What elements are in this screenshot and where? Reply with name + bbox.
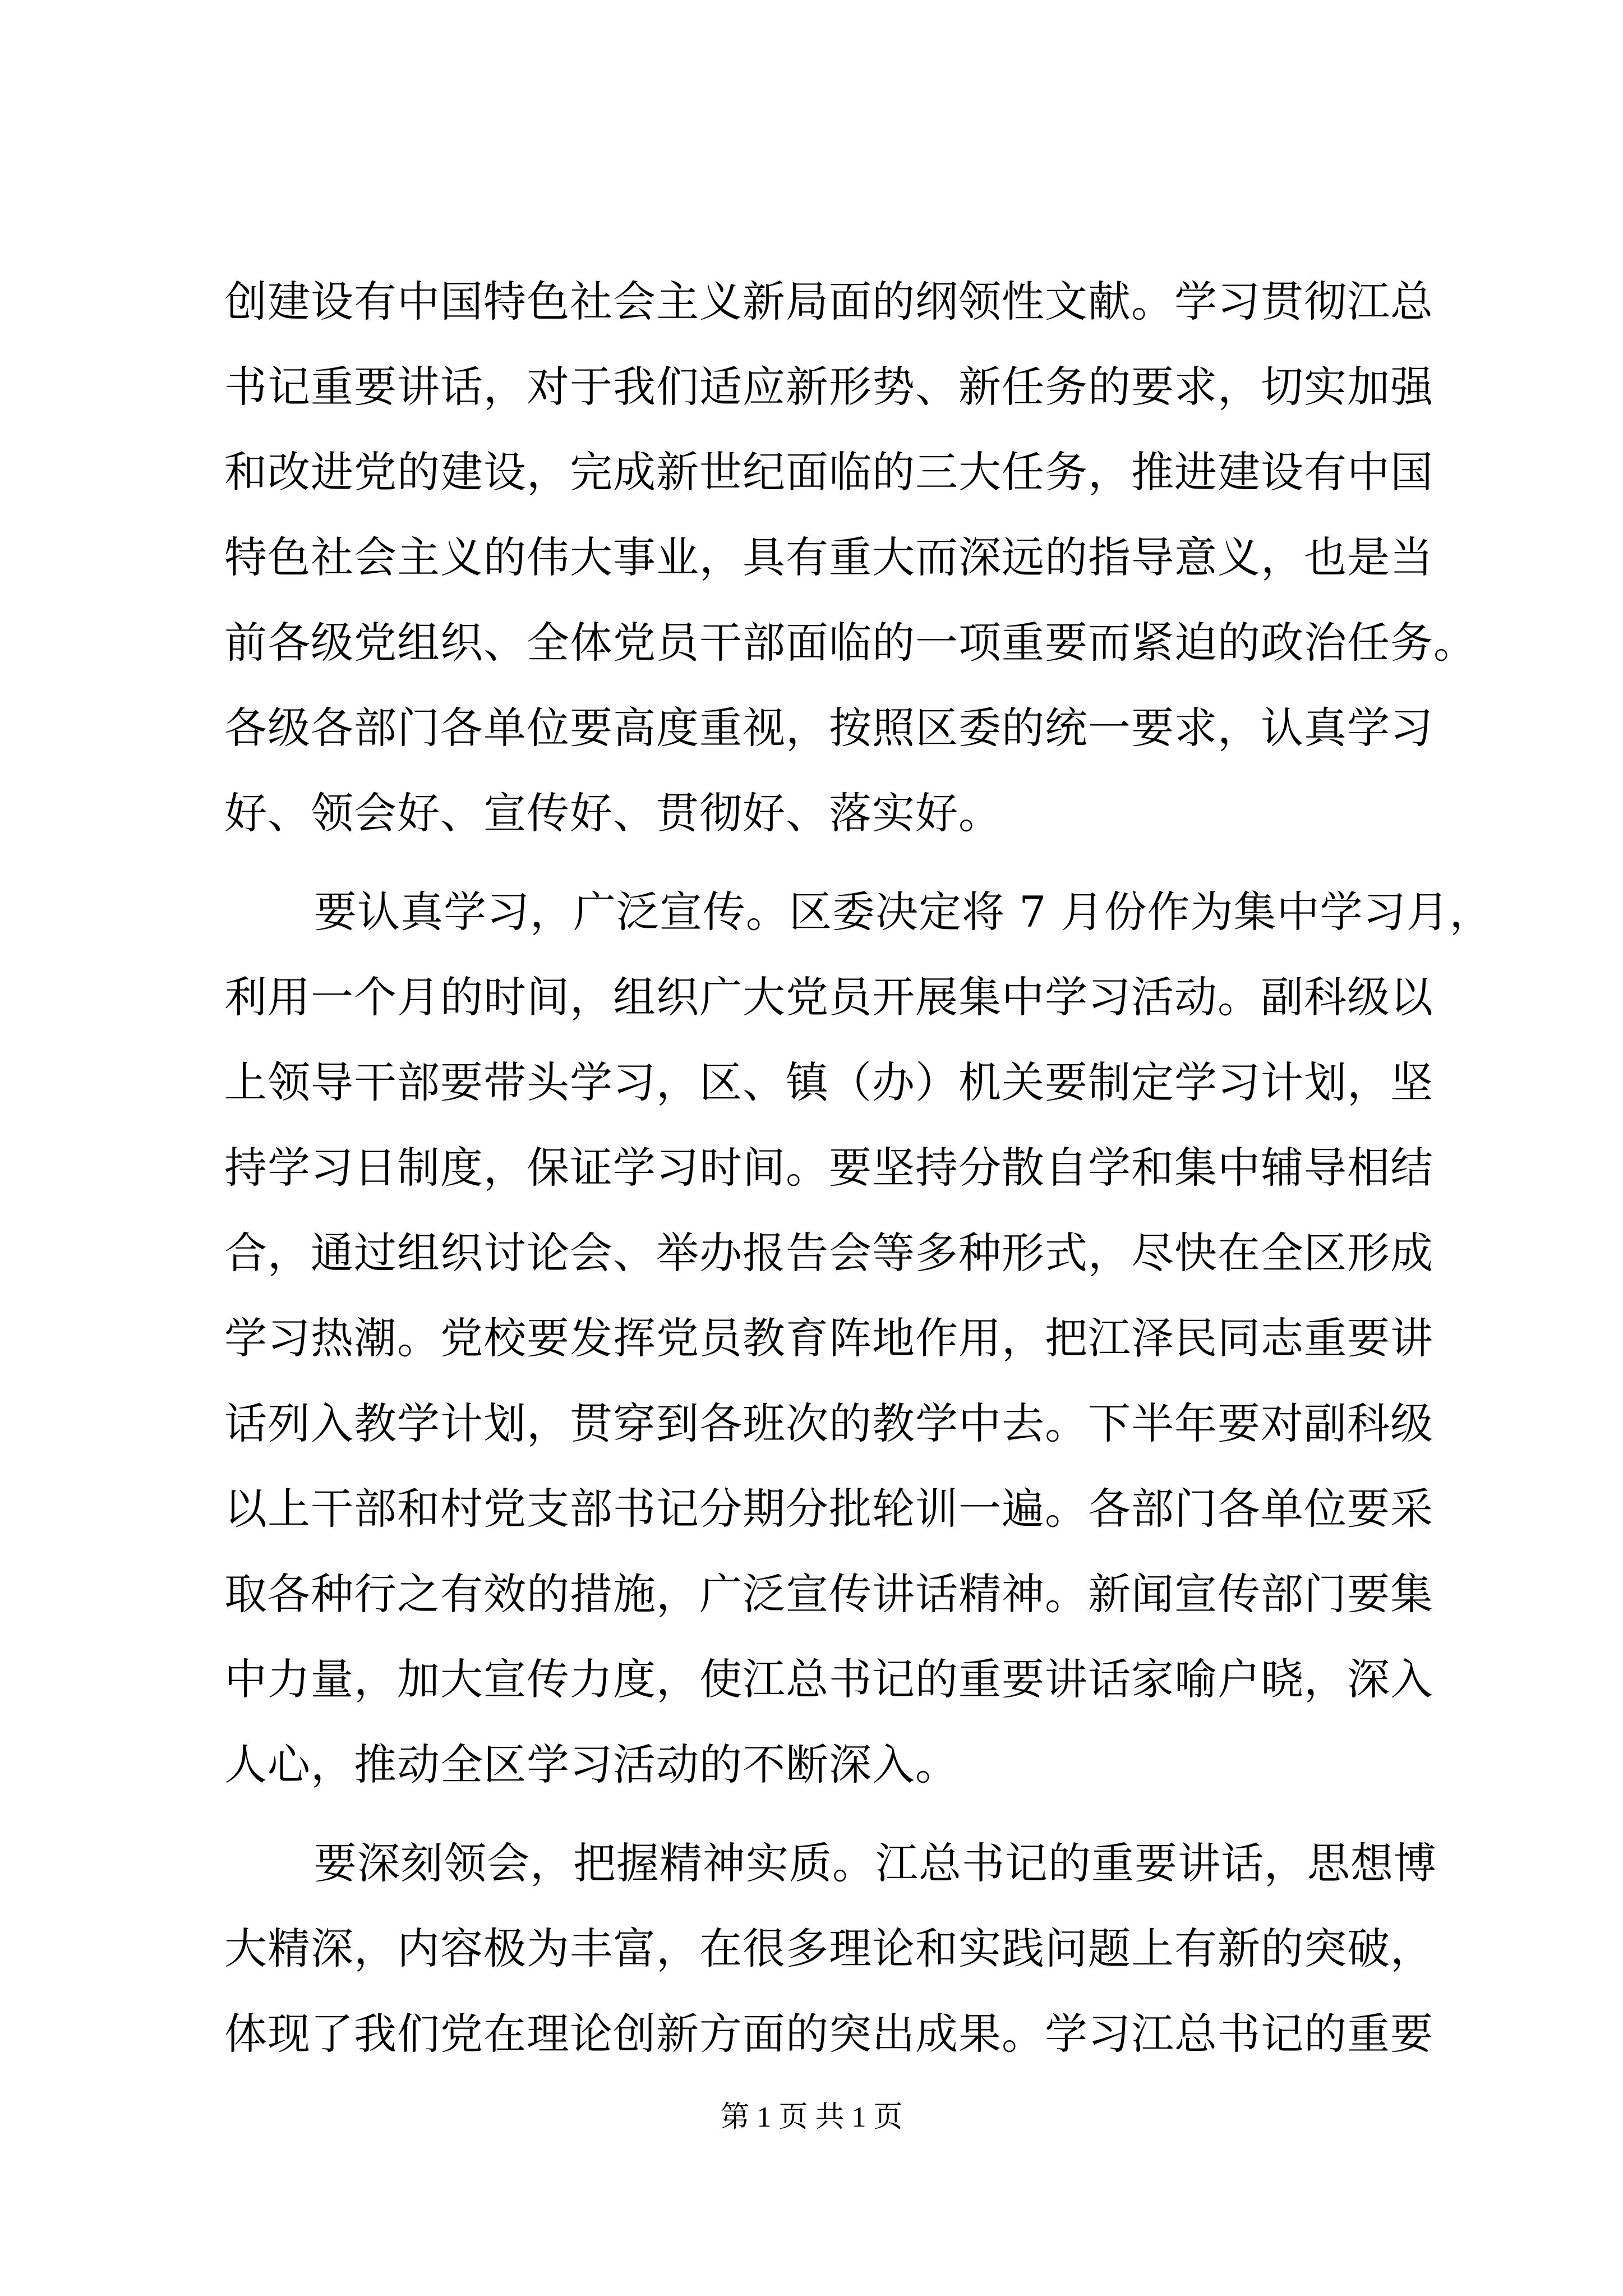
paragraph-gap [224, 856, 1419, 869]
page-number-label: 第 1 页 共 1 页 [720, 2101, 903, 2133]
document-body [224, 259, 1493, 2077]
text-line: 体现了我们党在理论创新方面的突出成果。学习江总书记的重要 [224, 2009, 1433, 2059]
text-line: 利用一个月的时间，组织广大党员开展集中学习活动。副科级以 [224, 972, 1433, 1022]
text-line: 学习热潮。党校要发挥党员教育阵地作用，把江泽民同志重要讲 [224, 1313, 1433, 1363]
text-line: 取各种行之有效的措施，广泛宣传讲话精神。新闻宣传部门要集 [224, 1569, 1433, 1619]
text-line: 好、领会好、宣传好、贯彻好、落实好。 [224, 788, 1002, 838]
text-line: 和改进党的建设，完成新世纪面临的三大任务，推进建设有中国 [224, 447, 1433, 497]
text-line: 上领导干部要带头学习，区、镇（办）机关要制定学习计划，坚 [224, 1057, 1433, 1107]
paragraph-1 [224, 259, 1477, 856]
text-line: 前各级党组织、全体党员干部面临的一项重要而紧迫的政治任务。 [224, 618, 1477, 668]
text-line: 合，通过组织讨论会、举办报告会等多种形式，尽快在全区形成 [224, 1228, 1433, 1278]
paragraph-2 [224, 869, 1493, 1807]
text-line: 中力量，加大宣传力度，使江总书记的重要讲话家喻户晓，深入 [224, 1654, 1433, 1704]
text-line: 要认真学习，广泛宣传。区委决定将 7 月份作为集中学习月， [314, 887, 1493, 937]
paragraph-gap [224, 1807, 1419, 1821]
text-line: 特色社会主义的伟大事业，具有重大而深远的指导意义，也是当 [224, 532, 1433, 582]
text-line: 书记重要讲话，对于我们适应新形势、新任务的要求，切实加强 [224, 362, 1433, 412]
text-line: 创建设有中国特色社会主义新局面的纲领性文献。学习贯彻江总 [224, 277, 1433, 326]
page-footer [0, 2098, 1623, 2137]
text-line: 大精深，内容极为丰富，在很多理论和实践问题上有新的突破， [224, 1924, 1433, 1973]
text-line: 以上干部和村党支部书记分期分批轮训一遍。各部门各单位要采 [224, 1484, 1433, 1534]
text-line: 人心，推动全区学习活动的不断深入。 [224, 1740, 958, 1789]
text-line: 各级各部门各单位要高度重视，按照区委的统一要求，认真学习 [224, 703, 1433, 753]
text-line: 持学习日制度，保证学习时间。要坚持分散自学和集中辅导相结 [224, 1143, 1433, 1193]
text-line: 要深刻领会，把握精神实质。江总书记的重要讲话，思想博 [314, 1838, 1437, 1888]
paragraph-3 [224, 1821, 1437, 2077]
text-line: 话列入教学计划，贯穿到各班次的教学中去。下半年要对副科级 [224, 1398, 1433, 1448]
